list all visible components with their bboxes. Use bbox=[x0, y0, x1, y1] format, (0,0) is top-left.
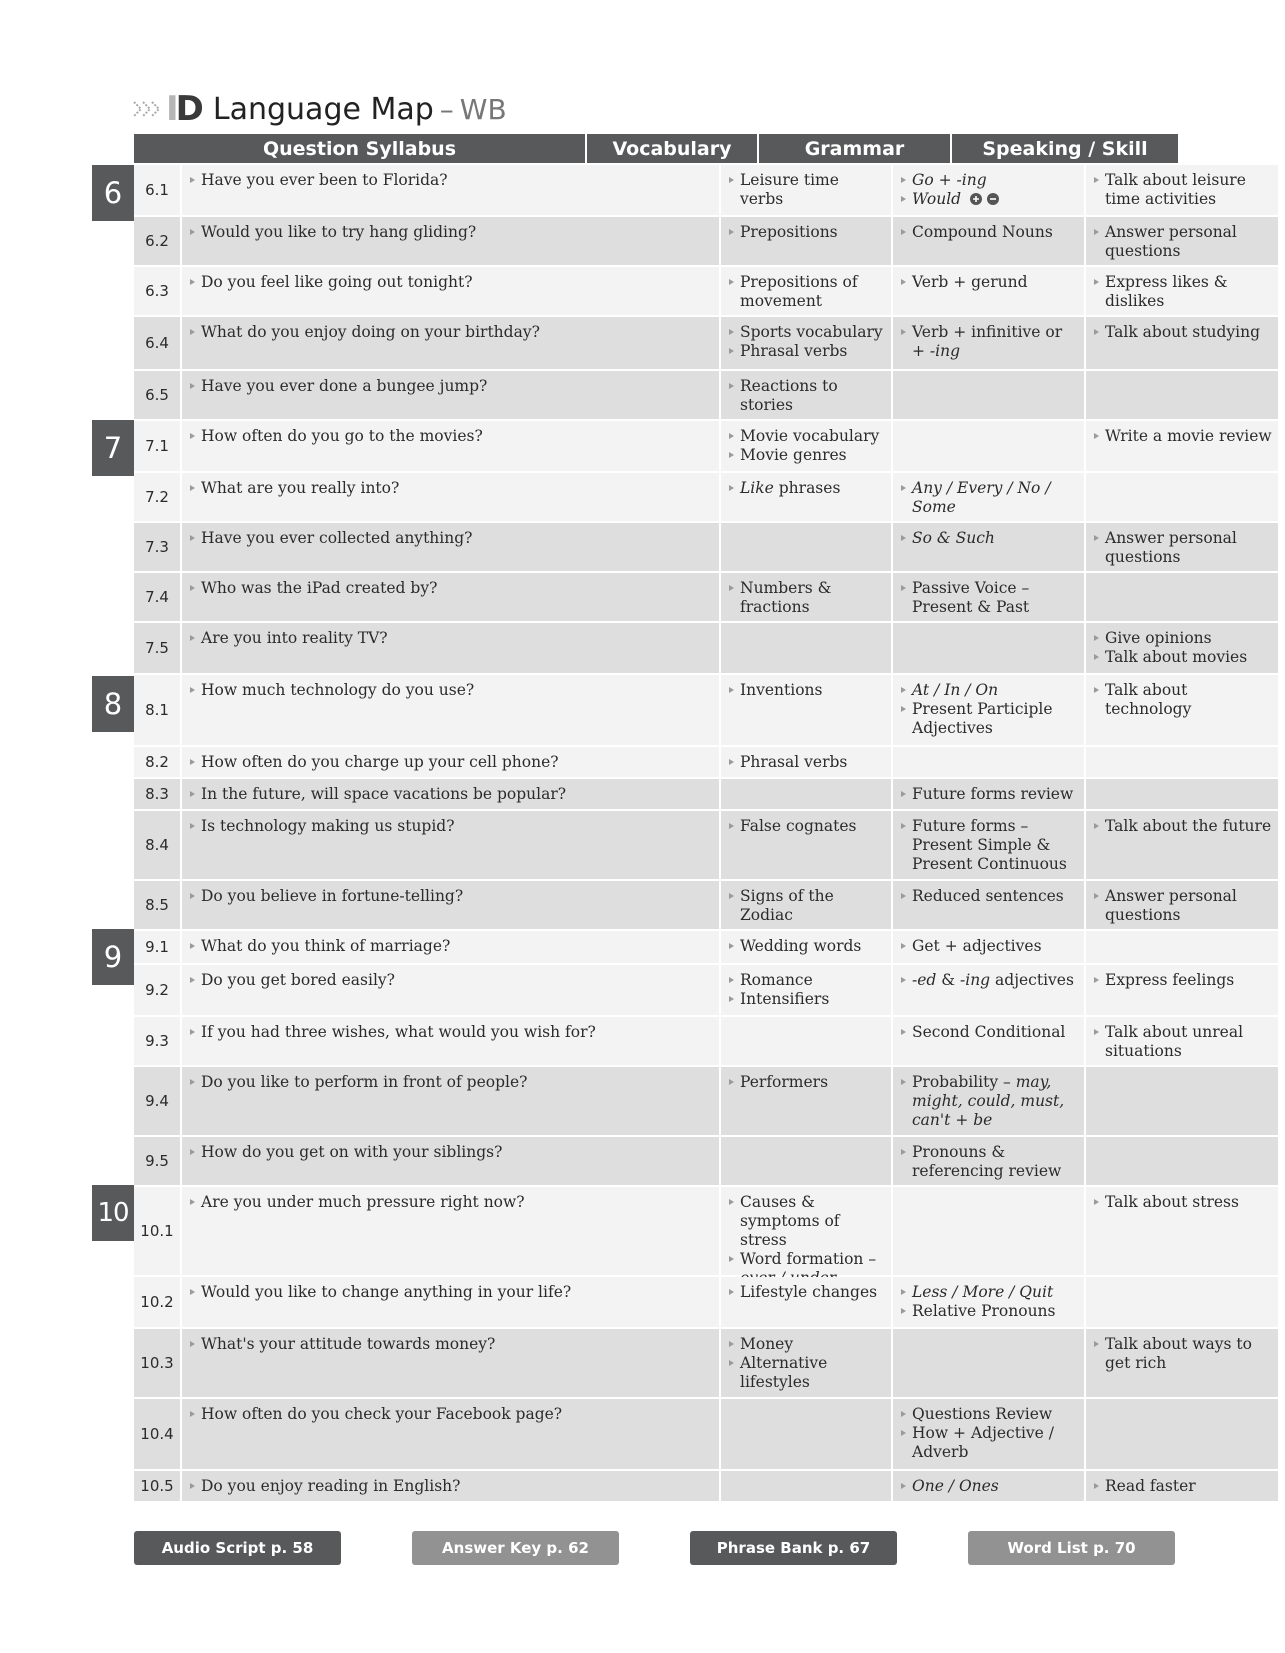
lesson-number: 10.3 bbox=[134, 1329, 180, 1397]
speaking-cell: Express likes & dislikes bbox=[1086, 267, 1278, 315]
speaking-cell: Answer personal questions bbox=[1086, 881, 1278, 929]
vocabulary-cell: Sports vocabulary Phrasal verbs bbox=[721, 317, 891, 369]
grammar-cell: Second Conditional bbox=[893, 1017, 1084, 1065]
speaking-cell: Talk about the future bbox=[1086, 811, 1278, 879]
vocabulary-cell bbox=[721, 1399, 891, 1469]
speaking-cell bbox=[1086, 779, 1278, 809]
question-cell: Are you under much pressure right now? bbox=[182, 1187, 719, 1275]
unit-tab-10: 10 bbox=[92, 1185, 134, 1241]
table-row bbox=[134, 931, 1178, 963]
grammar-cell: At / In / On Present Participle Adjectives bbox=[893, 675, 1084, 745]
table-row bbox=[134, 811, 1272, 879]
column-header-question: Question Syllabus bbox=[134, 134, 585, 163]
vocabulary-cell: Wedding words bbox=[721, 931, 891, 963]
speaking-cell bbox=[1086, 573, 1278, 621]
lesson-number: 10.4 bbox=[134, 1399, 180, 1469]
lesson-number: 6.4 bbox=[134, 317, 180, 369]
lesson-number: 6.5 bbox=[134, 371, 180, 419]
grammar-cell: Passive Voice – Present & Past bbox=[893, 573, 1084, 621]
grammar-cell bbox=[893, 623, 1084, 673]
question-cell: Do you believe in fortune-telling? bbox=[182, 881, 719, 929]
vocabulary-cell bbox=[721, 1017, 891, 1065]
speaking-cell: Talk about studying bbox=[1086, 317, 1278, 369]
lesson-number: 6.1 bbox=[134, 165, 180, 215]
question-cell: Have you ever done a bungee jump? bbox=[182, 371, 719, 419]
lesson-number: 8.5 bbox=[134, 881, 180, 929]
question-cell: How often do you check your Facebook page? bbox=[182, 1399, 719, 1469]
vocabulary-cell bbox=[721, 779, 891, 809]
speaking-cell: Read faster bbox=[1086, 1471, 1278, 1501]
grammar-cell bbox=[893, 747, 1084, 777]
speaking-cell bbox=[1086, 473, 1278, 521]
grammar-cell: Probability – may, might, could, must, can't + be bbox=[893, 1067, 1084, 1135]
lesson-number: 6.3 bbox=[134, 267, 180, 315]
lesson-number: 8.2 bbox=[134, 747, 180, 777]
vocabulary-cell bbox=[721, 523, 891, 571]
grammar-cell: Pronouns & referencing review bbox=[893, 1137, 1084, 1185]
question-cell: What are you really into? bbox=[182, 473, 719, 521]
table-row bbox=[134, 747, 1178, 777]
grammar-cell: Verb + infinitive or + -ing bbox=[893, 317, 1084, 369]
lesson-number: 7.1 bbox=[134, 421, 180, 471]
grammar-cell bbox=[893, 1329, 1084, 1397]
speaking-cell: Talk about ways to get rich bbox=[1086, 1329, 1278, 1397]
unit-tab-9: 9 bbox=[92, 929, 134, 985]
vocabulary-cell: Like phrases bbox=[721, 473, 891, 521]
vocabulary-cell: Causes & symptoms of stress Word formation – bbox=[721, 1187, 891, 1275]
vocabulary-cell: Romance Intensifiers bbox=[721, 965, 891, 1015]
table-row bbox=[134, 523, 1237, 571]
question-cell: How do you get on with your siblings? bbox=[182, 1137, 719, 1185]
vocabulary-cell: Prepositions bbox=[721, 217, 891, 265]
question-cell: Who was the iPad created by? bbox=[182, 573, 719, 621]
lesson-number: 10.1 bbox=[134, 1187, 180, 1275]
grammar-cell: Verb + gerund bbox=[893, 267, 1084, 315]
grammar-cell: -ed & -ing adjectives bbox=[893, 965, 1084, 1015]
table-row bbox=[134, 965, 1235, 1015]
question-cell: If you had three wishes, what would you wish for? bbox=[182, 1017, 719, 1065]
question-cell: Do you enjoy reading in English? bbox=[182, 1471, 719, 1501]
lesson-number: 8.3 bbox=[134, 779, 180, 809]
speaking-cell bbox=[1086, 747, 1278, 777]
table-row bbox=[134, 1137, 1178, 1185]
speaking-cell bbox=[1086, 931, 1278, 963]
vocabulary-cell bbox=[721, 623, 891, 673]
speaking-cell: Answer personal questions bbox=[1086, 523, 1278, 571]
lesson-number: 9.2 bbox=[134, 965, 180, 1015]
word-list-button[interactable]: Word List p. 70 bbox=[968, 1531, 1175, 1565]
question-cell: How often do you go to the movies? bbox=[182, 421, 719, 471]
speaking-cell: Write a movie review bbox=[1086, 421, 1278, 471]
column-header-vocabulary: Vocabulary bbox=[587, 134, 757, 163]
vocabulary-cell: Money Alternative lifestyles bbox=[721, 1329, 891, 1397]
question-cell: Is technology making us stupid? bbox=[182, 811, 719, 879]
grammar-cell: Compound Nouns bbox=[893, 217, 1084, 265]
grammar-cell: Questions Review How + Adjective / Adverb bbox=[893, 1399, 1084, 1469]
grammar-cell: Go + -ing Would bbox=[893, 165, 1084, 215]
chevrons-icon bbox=[133, 101, 160, 117]
table-row bbox=[134, 779, 1178, 809]
grammar-cell bbox=[893, 371, 1084, 419]
lesson-number: 10.2 bbox=[134, 1277, 180, 1327]
speaking-cell: Talk about stress bbox=[1086, 1187, 1278, 1275]
audio-script-button[interactable]: Audio Script p. 58 bbox=[134, 1531, 341, 1565]
unit-tab-8: 8 bbox=[92, 676, 134, 732]
lesson-number: 8.1 bbox=[134, 675, 180, 745]
question-cell: Would you like to try hang gliding? bbox=[182, 217, 719, 265]
lesson-number: 9.4 bbox=[134, 1067, 180, 1135]
lesson-number: 10.5 bbox=[134, 1471, 180, 1501]
unit-tab-7: 7 bbox=[92, 420, 134, 476]
page-header bbox=[133, 86, 507, 132]
lesson-number: 7.2 bbox=[134, 473, 180, 521]
grammar-cell bbox=[893, 421, 1084, 471]
grammar-cell: Get + adjectives bbox=[893, 931, 1084, 963]
table-row bbox=[134, 1277, 1178, 1327]
question-cell: Do you feel like going out tonight? bbox=[182, 267, 719, 315]
table-row bbox=[134, 623, 1248, 673]
table-row bbox=[134, 1399, 1178, 1469]
grammar-cell: Future forms review bbox=[893, 779, 1084, 809]
vocabulary-cell bbox=[721, 1137, 891, 1185]
lesson-number: 9.1 bbox=[134, 931, 180, 963]
table-row bbox=[134, 1187, 1239, 1275]
grammar-cell bbox=[893, 1187, 1084, 1275]
speaking-cell bbox=[1086, 1277, 1278, 1327]
grammar-cell: Any / Every / No / Some bbox=[893, 473, 1084, 521]
table-row bbox=[134, 1017, 1244, 1065]
lesson-number: 7.5 bbox=[134, 623, 180, 673]
question-cell: How much technology do you use? bbox=[182, 675, 719, 745]
question-cell: Would you like to change anything in your life? bbox=[182, 1277, 719, 1327]
speaking-cell bbox=[1086, 371, 1278, 419]
speaking-cell: Talk about unreal situations bbox=[1086, 1017, 1278, 1065]
lesson-number: 8.4 bbox=[134, 811, 180, 879]
speaking-cell: Express feelings bbox=[1086, 965, 1278, 1015]
question-cell: What's your attitude towards money? bbox=[182, 1329, 719, 1397]
question-cell: In the future, will space vacations be popular? bbox=[182, 779, 719, 809]
title-dash: – bbox=[439, 92, 454, 126]
lesson-number: 6.2 bbox=[134, 217, 180, 265]
grammar-cell: Future forms – Present Simple & Present Continuous bbox=[893, 811, 1084, 879]
vocabulary-cell: Movie vocabulary Movie genres bbox=[721, 421, 891, 471]
grammar-cell: So & Such bbox=[893, 523, 1084, 571]
table-row bbox=[134, 881, 1237, 929]
vocabulary-cell: Prepositions of movement bbox=[721, 267, 891, 315]
question-cell: What do you enjoy doing on your birthday? bbox=[182, 317, 719, 369]
table-row bbox=[134, 1471, 1196, 1501]
vocabulary-cell: False cognates bbox=[721, 811, 891, 879]
vocabulary-cell: Reactions to stories bbox=[721, 371, 891, 419]
speaking-cell: Talk about technology bbox=[1086, 675, 1278, 745]
plus-circle-icon bbox=[970, 193, 982, 205]
table-row bbox=[134, 421, 1272, 471]
question-cell: Have you ever collected anything? bbox=[182, 523, 719, 571]
vocabulary-cell: Signs of the Zodiac bbox=[721, 881, 891, 929]
vocabulary-cell: Inventions bbox=[721, 675, 891, 745]
vocabulary-cell: Phrasal verbs bbox=[721, 747, 891, 777]
logo: ID bbox=[166, 89, 201, 129]
question-cell: Have you ever been to Florida? bbox=[182, 165, 719, 215]
speaking-cell bbox=[1086, 1137, 1278, 1185]
speaking-cell bbox=[1086, 1067, 1278, 1135]
unit-tab-6: 6 bbox=[92, 165, 134, 221]
table-row bbox=[134, 573, 1178, 621]
page-subtitle: WB bbox=[459, 92, 507, 126]
vocabulary-cell bbox=[721, 1471, 891, 1501]
lesson-number: 7.4 bbox=[134, 573, 180, 621]
lesson-number: 7.3 bbox=[134, 523, 180, 571]
question-cell: How often do you charge up your cell phone? bbox=[182, 747, 719, 777]
question-cell: Do you like to perform in front of people? bbox=[182, 1067, 719, 1135]
page-title: Language Map bbox=[212, 91, 434, 127]
table-row bbox=[134, 1067, 1178, 1135]
table-row bbox=[134, 165, 1246, 215]
question-cell: Do you get bored easily? bbox=[182, 965, 719, 1015]
speaking-cell bbox=[1086, 1399, 1278, 1469]
speaking-cell: Give opinions Talk about movies bbox=[1086, 623, 1278, 673]
vocabulary-cell: Lifestyle changes bbox=[721, 1277, 891, 1327]
table-row bbox=[134, 1329, 1252, 1397]
speaking-cell: Talk about leisure time activities bbox=[1086, 165, 1278, 215]
grammar-cell: Reduced sentences bbox=[893, 881, 1084, 929]
vocabulary-cell: Performers bbox=[721, 1067, 891, 1135]
minus-circle-icon bbox=[987, 193, 999, 205]
question-cell: What do you think of marriage? bbox=[182, 931, 719, 963]
table-row bbox=[134, 267, 1228, 315]
table-row bbox=[134, 371, 1178, 419]
column-header-grammar: Grammar bbox=[759, 134, 950, 163]
column-header-speaking: Speaking / Skill bbox=[952, 134, 1178, 163]
grammar-cell: Less / More / Quit Relative Pronouns bbox=[893, 1277, 1084, 1327]
answer-key-button[interactable]: Answer Key p. 62 bbox=[412, 1531, 619, 1565]
speaking-cell: Answer personal questions bbox=[1086, 217, 1278, 265]
grammar-cell: One / Ones bbox=[893, 1471, 1084, 1501]
table-row bbox=[134, 473, 1178, 521]
table-row bbox=[134, 317, 1260, 369]
lesson-number: 9.3 bbox=[134, 1017, 180, 1065]
phrase-bank-button[interactable]: Phrase Bank p. 67 bbox=[690, 1531, 897, 1565]
question-cell: Are you into reality TV? bbox=[182, 623, 719, 673]
table-row bbox=[134, 217, 1237, 265]
lesson-number: 9.5 bbox=[134, 1137, 180, 1185]
vocabulary-cell: Numbers & fractions bbox=[721, 573, 891, 621]
table-row bbox=[134, 675, 1192, 745]
vocabulary-cell: Leisure time verbs bbox=[721, 165, 891, 215]
